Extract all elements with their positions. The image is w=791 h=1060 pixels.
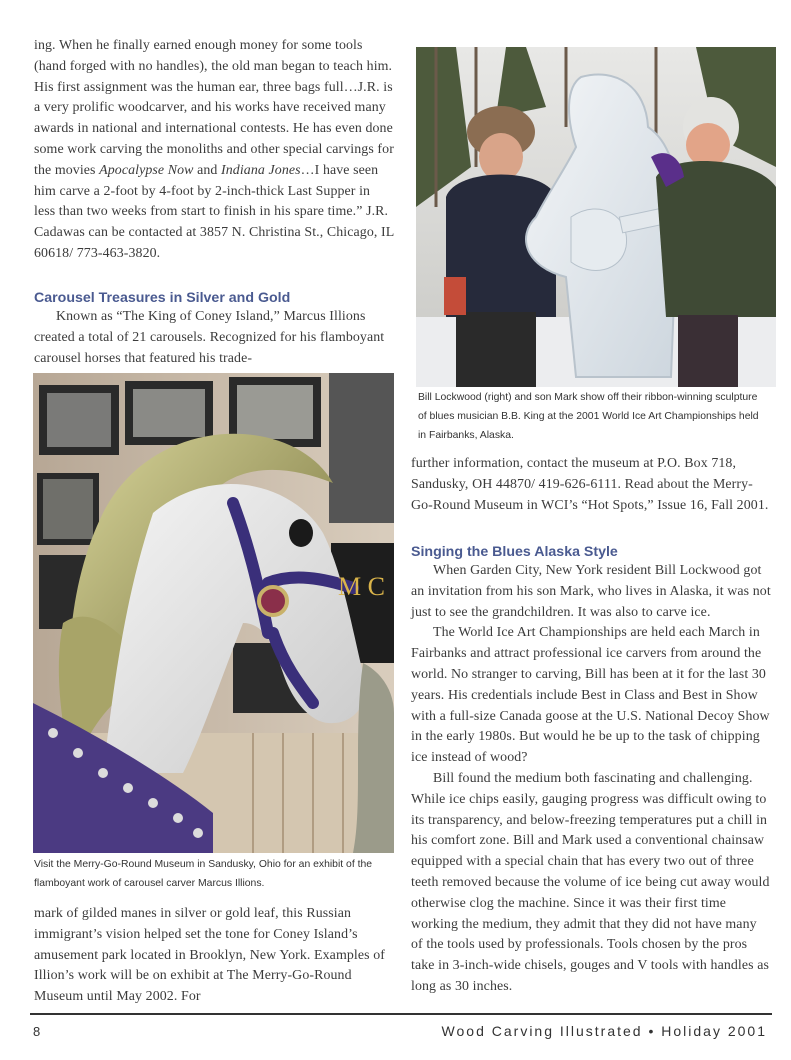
publication-footer: Wood Carving Illustrated • Holiday 2001 bbox=[441, 1023, 767, 1039]
ice-sculpture-photo bbox=[416, 47, 776, 387]
section-heading-carousel: Carousel Treasures in Silver and Gold bbox=[34, 290, 291, 306]
article-paragraph: Known as “The King of Coney Island,” Marcus Illions created a total of 21 carousels. Recognized for his flamboyant carousel horses that featured his trade- bbox=[34, 309, 385, 366]
carousel-section bbox=[34, 290, 394, 369]
left-column-bottom bbox=[34, 904, 394, 1008]
carousel-sign-text: M C bbox=[338, 572, 385, 601]
article-paragraph: mark of gilded manes in silver or gold leaf, this Russian immigrant’s vision helped set the tone for Coney Island’s amusement park located in Brooklyn, New York. Examples of Illion’s work will be on exhibit at The Merry-Go-Round Museum until May 2002. For bbox=[34, 906, 385, 1005]
photo-caption-carousel: Visit the Merry-Go-Round Museum in Sandusky, Ohio for an exhibit of the flamboyant work of carousel carver Marcus Illions. bbox=[34, 859, 373, 889]
section-heading-blues: Singing the Blues Alaska Style bbox=[411, 544, 618, 560]
article-paragraph: further information, contact the museum at P.O. Box 718, Sandusky, OH 44870/ 419-626-6111. Read about the Merry-Go-Round Museum in WCI’s “Hot Spots,” Issue 16, Fall 2001. bbox=[411, 456, 769, 513]
article-paragraph: The World Ice Art Championships are held each March in Fairbanks and attract professional ice carvers from around the world. No stranger to carving, Bill has been at it for the last 30 years. His credentials include Best in Class and Best in Show with a full-size Canada goose at the U.S. National Decoy Show in the early 1980s. But would he be up to the task of chipping ice instead of wood? bbox=[411, 625, 770, 766]
article-paragraph: When Garden City, New York resident Bill Lockwood got an invitation from his son Mark, who lives in Alaska, it was not just to see the grandchildren. It was also to carve ice. bbox=[411, 563, 771, 620]
article-paragraph: Bill found the medium both fascinating and challenging. While ice chips easily, gauging progress was difficult owing to its transparency, and below-freezing temperatures put a chill in his comfort zone. Bill and Mark used a conventional chainsaw equipped with a special chain that has every two out of three teeth removed because the volume of ice being cut away would otherwise clog the machine. Since it was their first time working the medium, they admit that they did not have many of the tools used by professionals. Tools chosen by the pros take in 3-inch-wide chisels, gouges and V tools with handles as long as 30 inches. bbox=[411, 770, 770, 994]
blues-section bbox=[411, 544, 771, 998]
article-paragraph: ing. When he finally earned enough money for some tools (hand forged with no handles), the old man began to teach him. His first assignment was the human ear, three bags full…J.R. is a very prolific woodcarver, and his works have received many awards in national and international contests. He has even done some work carving the monoliths and other special carvings for the movies Apocalypse Now and Indiana Jones…I have seen him carve a 2-foot by 4-foot by 2-inch-thick Last Supper in less than two weeks from start to finish in his spare time.” J.R. Cadawas can be contacted at 3857 N. Christina St., Chicago, IL 60618/ 773-463-3820. bbox=[34, 38, 394, 261]
right-caption bbox=[418, 389, 763, 445]
footer-divider bbox=[30, 1013, 772, 1015]
page-number: 8 bbox=[33, 1024, 41, 1039]
carousel-horse-photo bbox=[33, 373, 394, 853]
right-column-top bbox=[411, 454, 771, 516]
left-caption bbox=[34, 856, 394, 894]
left-column-top bbox=[34, 36, 394, 265]
photo-caption-ice: Bill Lockwood (right) and son Mark show off their ribbon-winning sculpture of blues musician B.B. King at the 2001 World Ice Art Championships held in Fairbanks, Alaska. bbox=[418, 392, 759, 441]
